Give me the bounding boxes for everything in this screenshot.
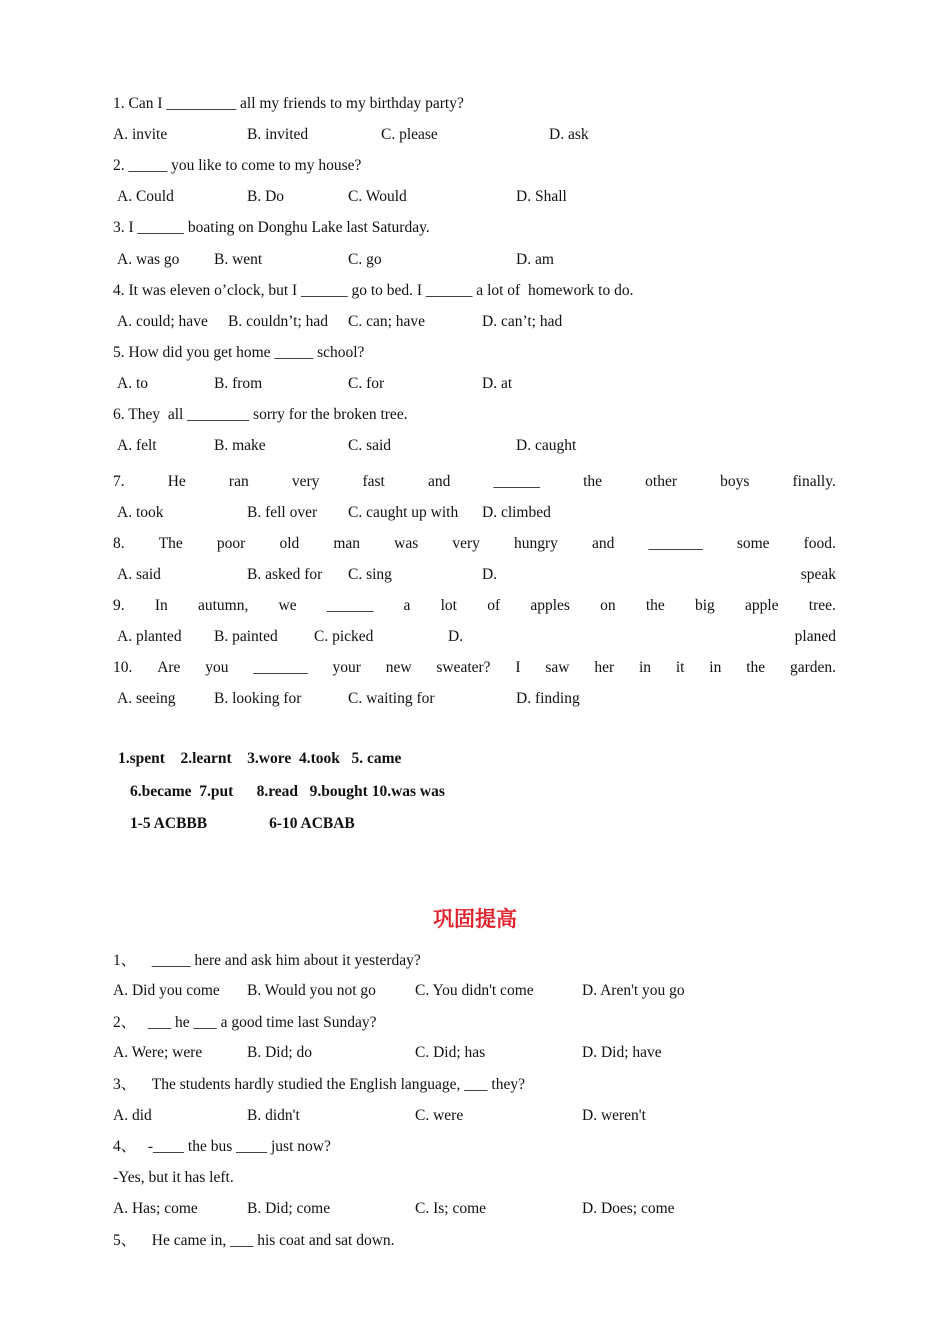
word: boys: [720, 473, 750, 490]
q2-option-c: C. Would: [348, 188, 407, 205]
word: new: [385, 659, 412, 676]
word: lot: [440, 597, 457, 614]
part2-q2-option-c: C. Did; has: [415, 1044, 486, 1061]
q7-option-c: C. caught up with: [348, 504, 459, 521]
q8-option-c: C. sing: [348, 566, 392, 583]
q4-option-d: D. can’t; had: [482, 313, 563, 330]
q3-option-d: D. am: [516, 251, 554, 268]
q3-option-b: B. went: [214, 251, 263, 268]
q6-option-b: B. make: [214, 437, 266, 454]
part2-q1-option-b: B. Would you not go: [247, 982, 376, 999]
part2-q2-option-a: A. Were; were: [113, 1044, 203, 1061]
q8-option-d: D.: [482, 566, 498, 583]
question-9-stem: [113, 597, 836, 615]
q6-option-a: A. felt: [117, 437, 157, 454]
part2-q1-option-a: A. Did you come: [113, 982, 220, 999]
question-2-stem: 2. _____ you like to come to my house?: [113, 157, 362, 174]
word: 10.: [113, 659, 133, 676]
word: her: [594, 659, 615, 676]
word: your: [332, 659, 361, 676]
part2-q1-option-c: C. You didn't come: [415, 982, 534, 999]
part2-question-4-stem: 4、 -____ the bus ____ just now?: [113, 1138, 331, 1155]
answer-key-line-3: 1-5 ACBBB 6-10 ACBAB: [130, 815, 355, 832]
word: the: [746, 659, 766, 676]
word: a: [403, 597, 411, 614]
answer-key-line-1: 1.spent 2.learnt 3.wore 4.took 5. came: [118, 750, 402, 767]
q9-option-c: C. picked: [314, 628, 374, 645]
part2-q2-option-d: D. Did; have: [582, 1044, 662, 1061]
word: saw: [545, 659, 570, 676]
word: The: [158, 535, 183, 552]
word: big: [694, 597, 715, 614]
q1-option-c: C. please: [381, 126, 438, 143]
q4-option-b: B. couldn’t; had: [228, 313, 329, 330]
word: hungry: [513, 535, 558, 552]
word: 8.: [113, 535, 125, 552]
word: it: [675, 659, 685, 676]
q10-option-b: B. looking for: [214, 690, 302, 707]
q9-option-d: D.: [448, 628, 464, 645]
part2-question-2-stem: 2、 ___ he ___ a good time last Sunday?: [113, 1014, 377, 1031]
question-8-stem: [113, 535, 836, 553]
question-7-stem: [113, 473, 836, 491]
part2-question-4-reply: -Yes, but it has left.: [113, 1169, 234, 1186]
word: in: [638, 659, 652, 676]
word: on: [600, 597, 616, 614]
q8-option-d-text: speak: [800, 566, 836, 583]
word: fast: [362, 473, 385, 490]
q5-option-b: B. from: [214, 375, 263, 392]
word: you: [205, 659, 229, 676]
word: _______: [648, 535, 703, 552]
q9-option-d-text: planed: [794, 628, 836, 645]
word: 9.: [113, 597, 125, 614]
word: of: [487, 597, 501, 614]
word: ______: [493, 473, 540, 490]
part2-q4-option-a: A. Has; come: [113, 1200, 198, 1217]
word: very: [291, 473, 320, 490]
word: 7.: [113, 473, 125, 490]
answer-key-line-2: 6.became 7.put 8.read 9.bought 10.was was: [130, 783, 445, 800]
question-3-stem: 3. I ______ boating on Donghu Lake last Saturday.: [113, 219, 430, 236]
word: tree.: [808, 597, 836, 614]
q5-option-c: C. for: [348, 375, 385, 392]
part2-question-3-stem: 3、 The students hardly studied the English language, ___ they?: [113, 1076, 525, 1093]
word: _______: [253, 659, 308, 676]
word: food.: [803, 535, 836, 552]
word: the: [583, 473, 603, 490]
part2-q3-option-b: B. didn't: [247, 1107, 300, 1124]
part2-q4-option-b: B. Did; come: [247, 1200, 331, 1217]
part2-q4-option-d: D. Does; come: [582, 1200, 675, 1217]
word: apples: [530, 597, 570, 614]
q5-option-a: A. to: [117, 375, 148, 392]
word: other: [645, 473, 677, 490]
word: garden.: [789, 659, 836, 676]
question-10-stem: [113, 659, 836, 677]
part2-q3-option-d: D. weren't: [582, 1107, 646, 1124]
q3-option-a: A. was go: [117, 251, 180, 268]
part2-question-5-stem: 5、 He came in, ___ his coat and sat down.: [113, 1232, 395, 1249]
word: in: [709, 659, 722, 676]
q8-option-a: A. said: [117, 566, 161, 583]
q4-option-a: A. could; have: [117, 313, 208, 330]
word: Are: [157, 659, 181, 676]
question-1-stem: 1. Can I _________ all my friends to my birthday party?: [113, 95, 464, 112]
word: finally.: [792, 473, 836, 490]
question-5-stem: 5. How did you get home _____ school?: [113, 344, 365, 361]
word: autumn,: [197, 597, 249, 614]
word: apple: [744, 597, 779, 614]
word: I: [515, 659, 521, 676]
q6-option-c: C. said: [348, 437, 392, 454]
q1-option-a: A. invite: [113, 126, 168, 143]
word: man: [333, 535, 361, 552]
word: In: [154, 597, 168, 614]
q1-option-d: D. ask: [549, 126, 589, 143]
q4-option-c: C. can; have: [348, 313, 426, 330]
q8-option-b: B. asked for: [247, 566, 323, 583]
part2-q1-option-d: D. Aren't you go: [582, 982, 685, 999]
word: poor: [216, 535, 246, 552]
q2-option-d: D. Shall: [516, 188, 567, 205]
question-6-stem: 6. They all ________ sorry for the broken tree.: [113, 406, 408, 423]
word: and: [427, 473, 451, 490]
q7-option-a: A. took: [117, 504, 164, 521]
part2-question-1-stem: 1、 _____ here and ask him about it yesterday?: [113, 952, 421, 969]
word: very: [452, 535, 480, 552]
q1-option-b: B. invited: [247, 126, 309, 143]
q10-option-d: D. finding: [516, 690, 580, 707]
word: was: [394, 535, 419, 552]
q7-option-d: D. climbed: [482, 504, 551, 521]
q2-option-a: A. Could: [117, 188, 174, 205]
section-title: 巩固提高: [433, 907, 517, 931]
word: He: [167, 473, 186, 490]
q10-option-c: C. waiting for: [348, 690, 435, 707]
part2-q2-option-b: B. Did; do: [247, 1044, 313, 1061]
word: ______: [326, 597, 374, 614]
q6-option-d: D. caught: [516, 437, 577, 454]
part2-q4-option-c: C. Is; come: [415, 1200, 487, 1217]
q2-option-b: B. Do: [247, 188, 285, 205]
word: and: [591, 535, 615, 552]
word: we: [278, 597, 297, 614]
q3-option-c: C. go: [348, 251, 382, 268]
word: sweater?: [436, 659, 491, 676]
question-4-stem: 4. It was eleven o’clock, but I ______ go to bed. I ______ a lot of homework to do.: [113, 282, 634, 299]
q7-option-b: B. fell over: [247, 504, 318, 521]
q10-option-a: A. seeing: [117, 690, 176, 707]
word: ran: [228, 473, 249, 490]
word: the: [645, 597, 665, 614]
q9-option-b: B. painted: [214, 628, 278, 645]
part2-q3-option-a: A. did: [113, 1107, 152, 1124]
q9-option-a: A. planted: [117, 628, 182, 645]
part2-q3-option-c: C. were: [415, 1107, 464, 1124]
word: some: [736, 535, 770, 552]
word: old: [279, 535, 300, 552]
q5-option-d: D. at: [482, 375, 513, 392]
